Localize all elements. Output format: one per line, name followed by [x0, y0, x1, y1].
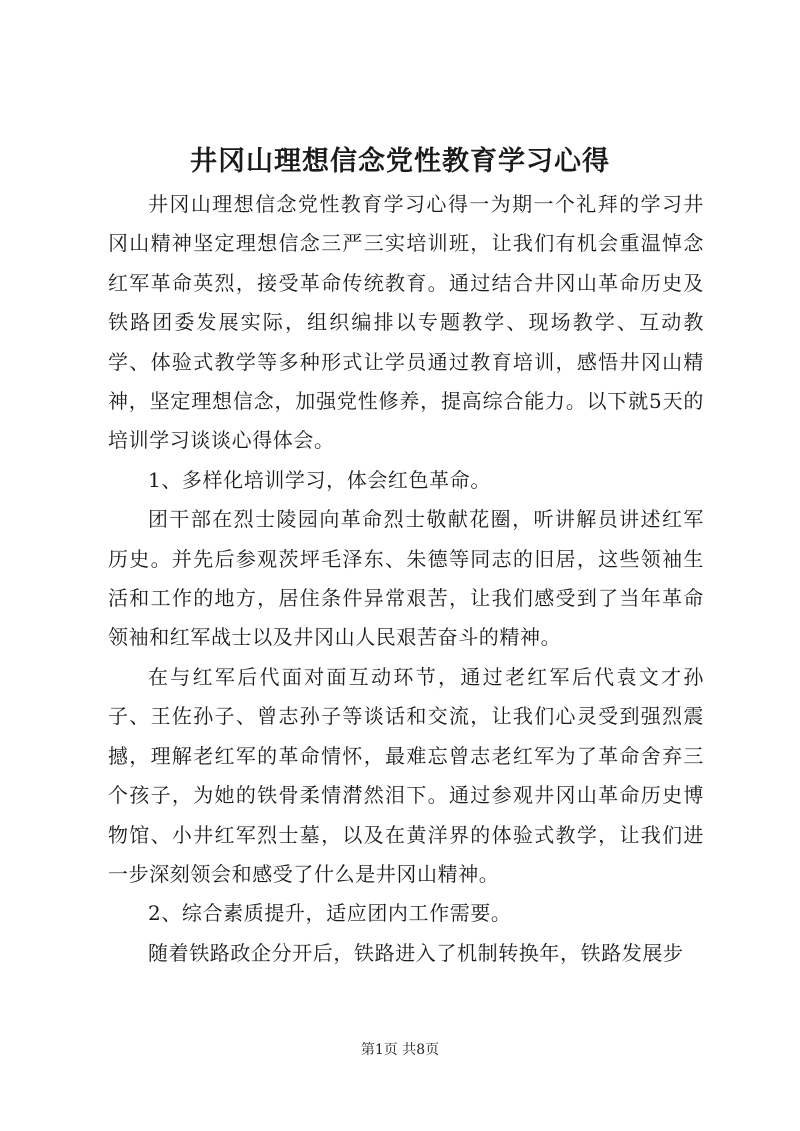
paragraph-interaction: 在与红军后代面对面互动环节，通过老红军后代袁文才孙子、王佐孙子、曾志孙子等谈话和交流，让我们心灵受到强烈震撼，理解老红军的革命情怀，最难忘曾志老红军为了革命舍弃三个孩子，为她的铁骨柔情潸然泪下。通过参观井冈山革命历史博物馆、小井红军烈士墓，以及在黄洋界的体验式教学，让我们进一步深刻领会和感受了什么是井冈山精神。 — [108, 664, 704, 886]
section-heading-1: 1、多样化培训学习，体会红色革命。 — [148, 467, 491, 492]
paragraph-railway: 随着铁路政企分开后，铁路进入了机制转换年，铁路发展步 — [148, 940, 684, 965]
page-footer: 第1页 共8页 — [360, 1042, 440, 1058]
paragraph-intro: 井冈山理想信念党性教育学习心得一为期一个礼拜的学习井冈山精神坚定理想信念三严三实培训班，让我们有机会重温悼念红军革命英烈，接受革命传统教育。通过结合井冈山革命历史及铁路团委发展实际，组织编排以专题教学、现场教学、互动教学、体验式教学等多种形式让学员通过教育培训，感悟井冈山精神，坚定理想信念，加强党性修养，提高综合能力。以下就5天的培训学习谈谈心得体会。 — [108, 192, 704, 453]
paragraph-martyrs: 团干部在烈士陵园向革命烈士敬献花圈，听讲解员讲述红军历史。并先后参观茨坪毛泽东、朱德等同志的旧居，这些领袖生活和工作的地方，居住条件异常艰苦，让我们感受到了当年革命领袖和红军战士以及井冈山人民艰苦奋斗的精神。 — [108, 507, 704, 650]
document-title: 井冈山理想信念党性教育学习心得 — [190, 146, 610, 177]
document-body — [108, 185, 704, 973]
section-heading-2: 2、综合素质提升，适应团内工作需要。 — [148, 901, 512, 926]
